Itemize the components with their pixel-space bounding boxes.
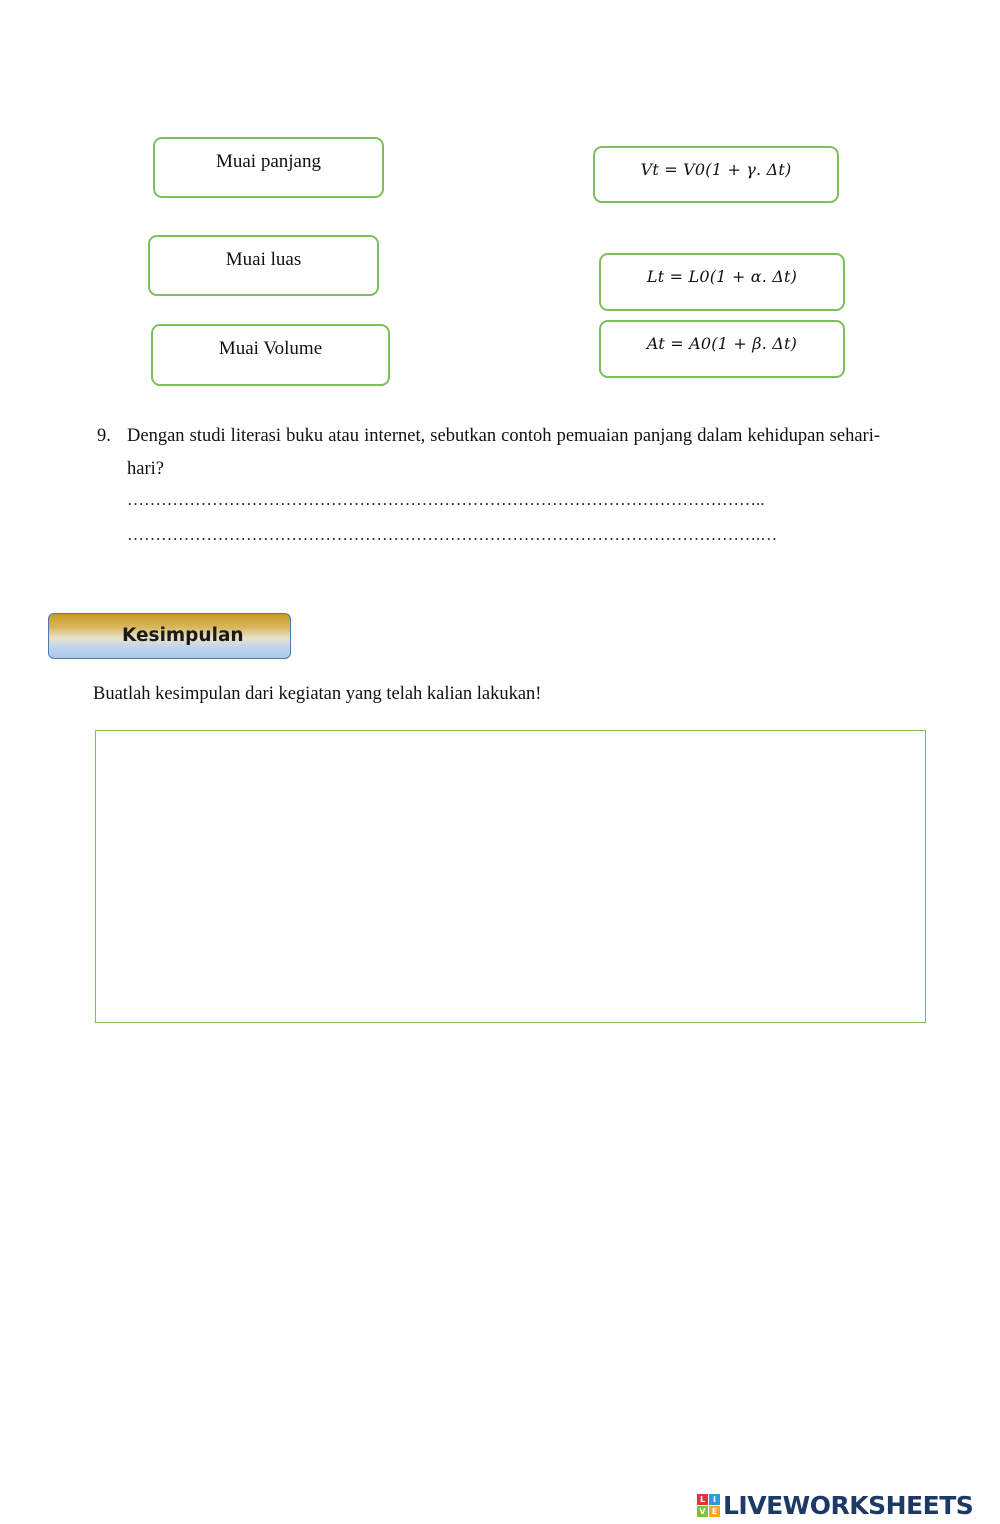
question-text: Dengan studi literasi buku atau internet, sebutkan contoh pemuaian panjang dalam kehidupan sehari-hari? <box>127 426 880 479</box>
kesimpulan-heading: Kesimpulan <box>48 613 291 659</box>
term-box-muai-luas[interactable] <box>148 235 379 296</box>
formula-label: Lt = L0(1 + α. Δt) <box>646 267 798 286</box>
formula-label: Vt = V0(1 + γ. Δt) <box>640 160 792 179</box>
answer-dots-line-2[interactable]: ………………………………………………………………………………………………….… <box>127 525 778 544</box>
kesimpulan-instruction: Buatlah kesimpulan dari kegiatan yang telah kalian lakukan! <box>93 684 542 704</box>
question-9 <box>97 420 880 486</box>
liveworksheets-brand <box>697 1489 973 1521</box>
term-label: Muai panjang <box>215 151 321 172</box>
answer-dots-line-1[interactable]: ………………………………………………………………………………………………….. <box>127 490 765 509</box>
term-box-muai-volume[interactable] <box>151 324 390 386</box>
liveworksheets-logo-icon <box>697 1494 720 1517</box>
term-label: Muai Volume <box>218 338 323 359</box>
term-label: Muai luas <box>225 249 302 270</box>
logo-letter: V <box>697 1506 708 1517</box>
question-number: 9. <box>97 426 111 446</box>
logo-letter: E <box>709 1506 720 1517</box>
formula-box-length[interactable] <box>599 253 845 311</box>
liveworksheets-wordmark: LIVEWORKSHEETS <box>723 1490 974 1520</box>
logo-letter: I <box>709 1494 720 1505</box>
formula-box-area[interactable] <box>599 320 845 378</box>
formula-label: At = A0(1 + β. Δt) <box>646 334 798 353</box>
logo-letter: L <box>697 1494 708 1505</box>
conclusion-answer-box[interactable] <box>95 730 926 1023</box>
formula-box-volume[interactable] <box>593 146 839 203</box>
term-box-muai-panjang[interactable] <box>153 137 384 198</box>
